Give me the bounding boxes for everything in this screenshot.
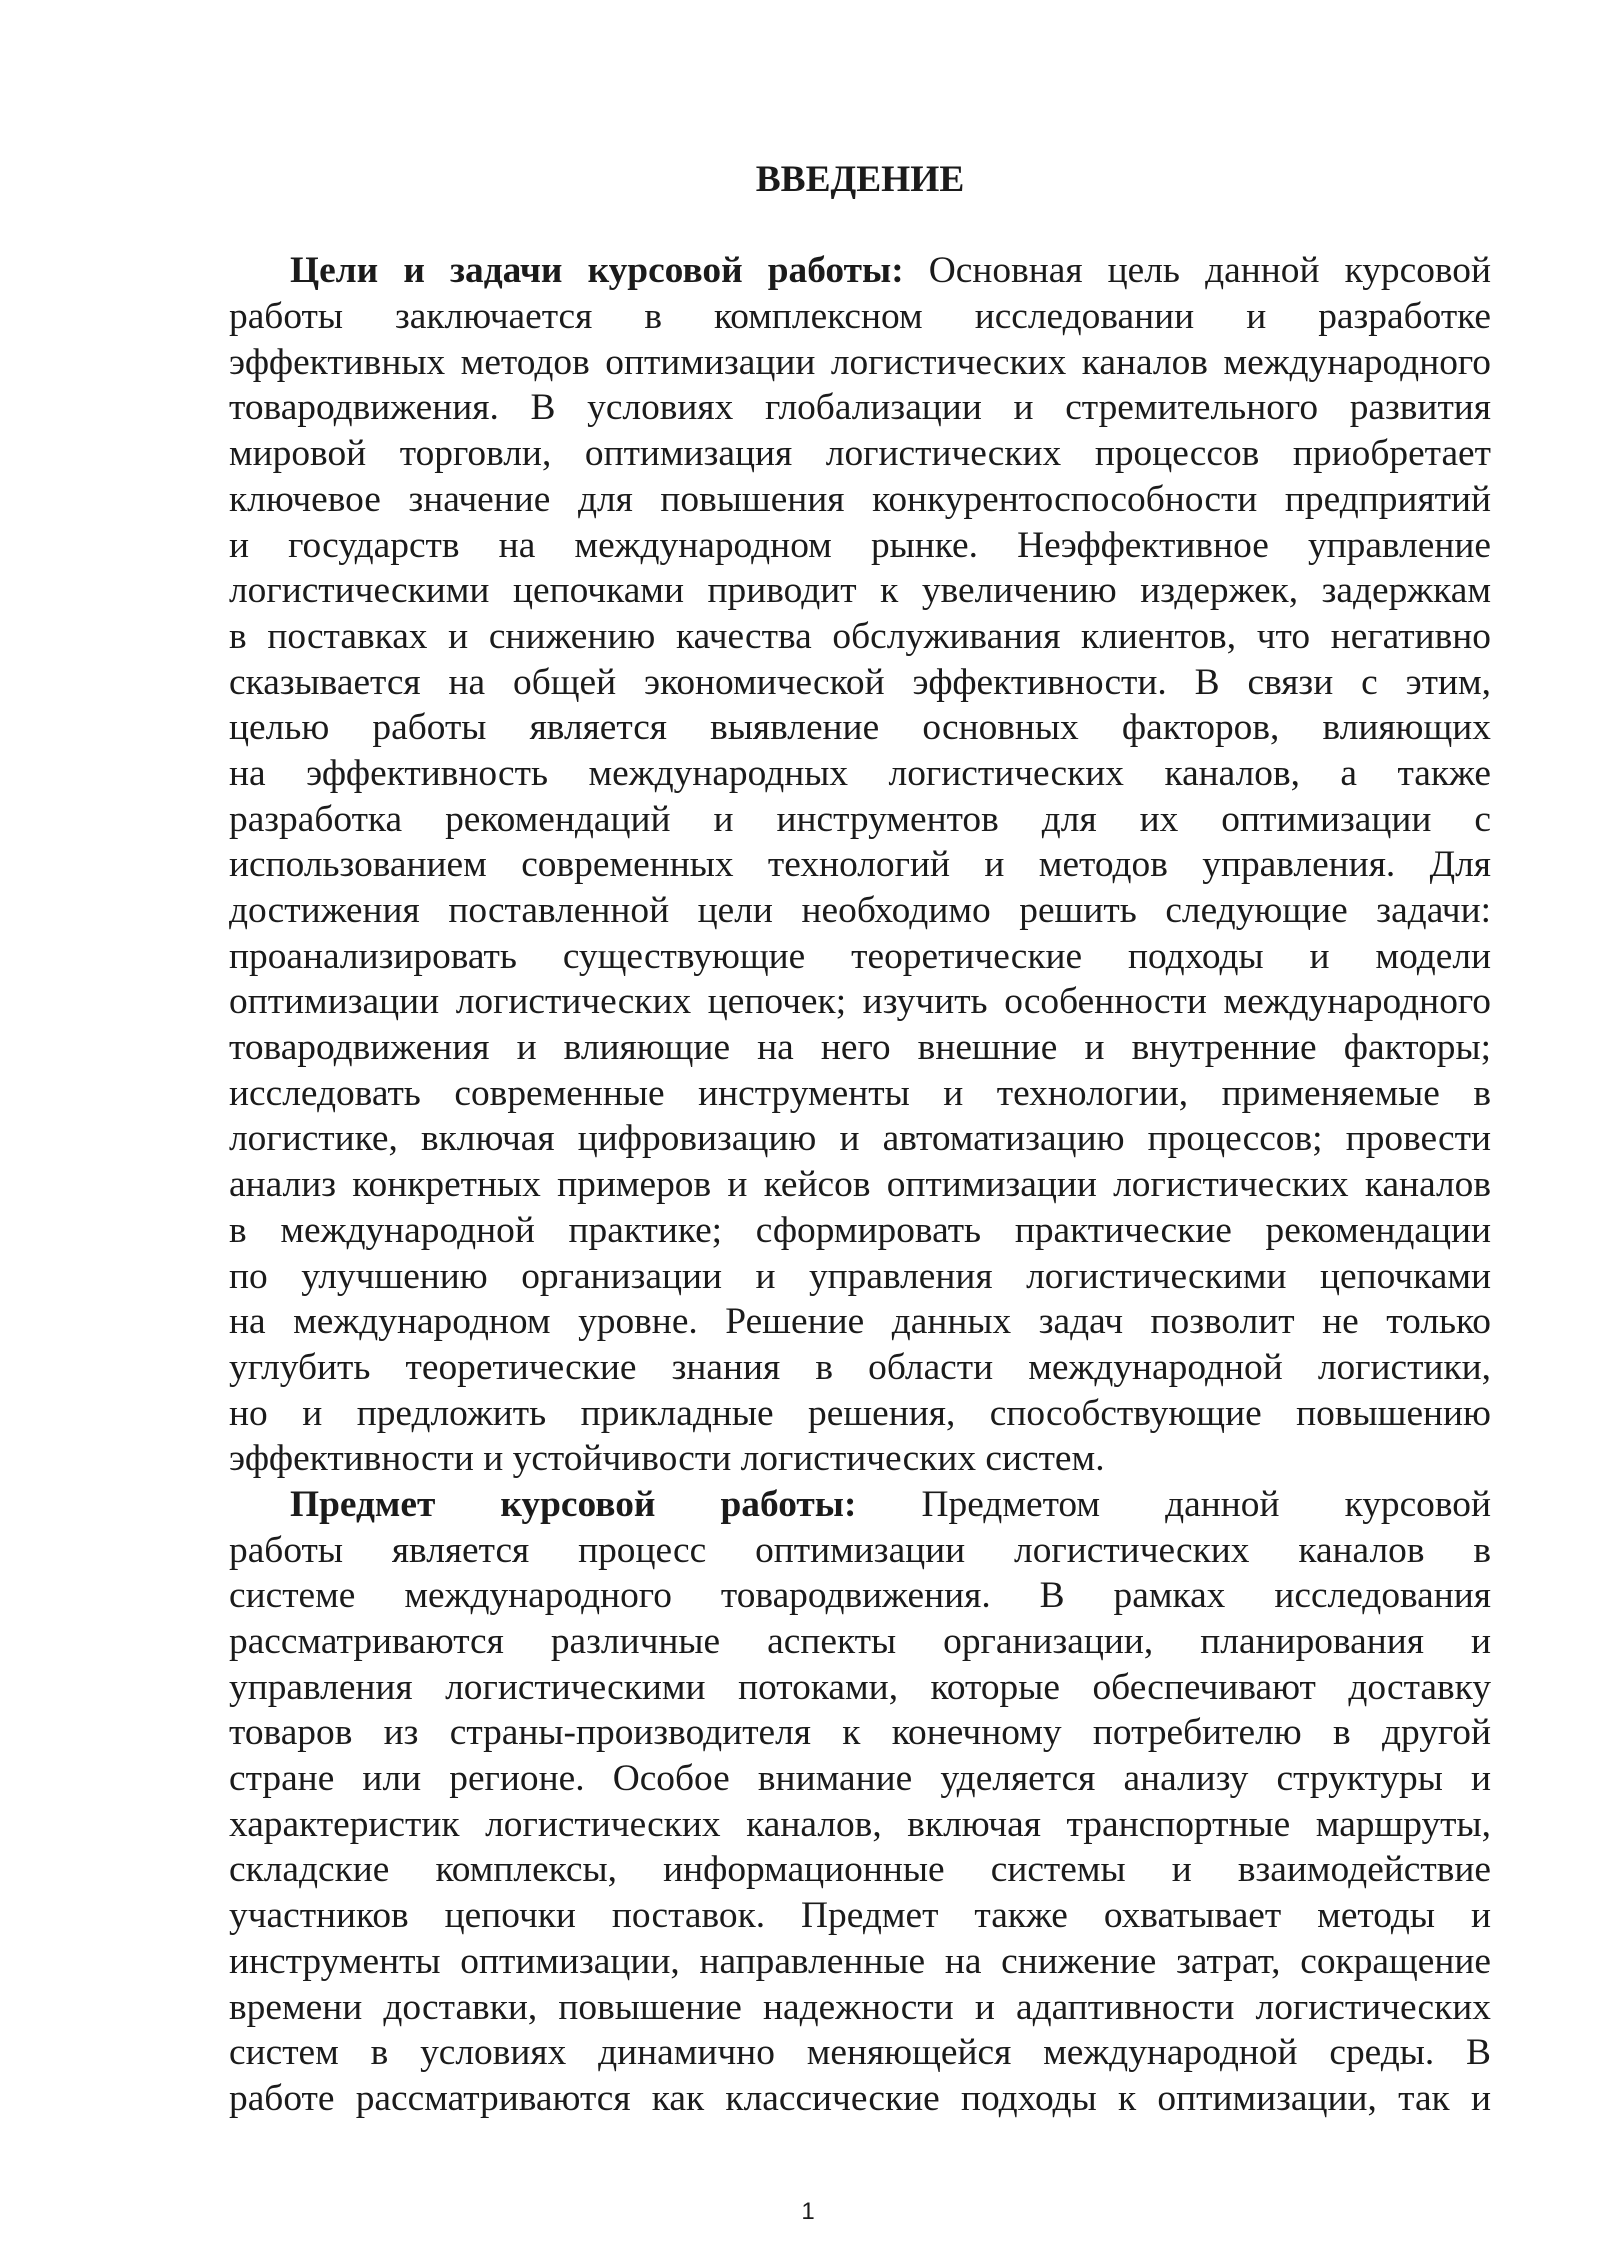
text-line: эффективности и устойчивости логистических систем.: [229, 1438, 1105, 1480]
paragraph-goals: [229, 248, 1491, 1482]
text-line: на международном уровне. Решение данных задач позволит не только: [229, 1301, 1491, 1343]
text-line: стране или регионе. Особое внимание уделяется анализу структуры и: [229, 1758, 1491, 1800]
page-number: 1: [801, 2198, 815, 2225]
text-line: характеристик логистических каналов, включая транспортные маршруты,: [229, 1803, 1491, 1845]
text-line: времени доставки, повышение надежности и адаптивности логистических: [229, 1986, 1491, 2028]
text-line: управления логистическими потоками, которые обеспечивают доставку: [229, 1666, 1491, 1708]
text-line: анализ конкретных примеров и кейсов оптимизации логистических каналов: [229, 1164, 1491, 1206]
text-line: участников цепочки поставок. Предмет также охватывает методы и: [229, 1895, 1491, 1937]
text-line: и государств на международном рынке. Неэффективное управление: [229, 524, 1491, 566]
text-line: оптимизации логистических цепочек; изучить особенности международного: [229, 981, 1491, 1023]
text-line: в международной практике; сформировать практические рекомендации: [229, 1209, 1491, 1251]
text-line: инструменты оптимизации, направленные на снижение затрат, сокращение: [229, 1940, 1491, 1982]
text-line: товародвижения и влияющие на него внешние и внутренние факторы;: [229, 1027, 1491, 1069]
text-line: углубить теоретические знания в области международной логистики,: [229, 1346, 1491, 1388]
text-line: системе международного товародвижения. В рамках исследования: [229, 1575, 1491, 1617]
text-line: [229, 248, 1491, 294]
text-line: целью работы является выявление основных факторов, влияющих: [229, 707, 1491, 749]
text-line: рассматриваются различные аспекты организации, планирования и: [229, 1621, 1491, 1662]
text-line: мировой торговли, оптимизация логистических процессов приобретает: [229, 433, 1491, 475]
text-line: исследовать современные инструменты и технологии, применяемые в: [229, 1072, 1491, 1114]
page-title: ВВЕДЕНИЕ: [755, 159, 965, 200]
text-line: работе рассматриваются как классические подходы к оптимизации, так и: [229, 2077, 1491, 2119]
text-line: работы заключается в комплексном исследовании и разработке: [229, 296, 1491, 338]
text-line: в поставках и снижению качества обслуживания клиентов, что негативно: [229, 615, 1491, 657]
text-line: логистическими цепочками приводит к увеличению издержек, задержкам: [229, 570, 1491, 612]
text-line: разработка рекомендаций и инструментов для их оптимизации с: [229, 798, 1491, 840]
text-line: ключевое значение для повышения конкурентоспособности предприятий: [229, 478, 1491, 520]
text-line: проанализировать существующие теоретические подходы и модели: [229, 935, 1491, 977]
text-line: систем в условиях динамично меняющейся международной среды. В: [229, 2032, 1491, 2074]
paragraph-lead: Цели и задачи курсовой работы:: [290, 250, 904, 292]
text-line: сказывается на общей экономической эффективности. В связи с этим,: [229, 661, 1491, 703]
text-line-rest: Предметом данной курсовой: [921, 1483, 1491, 1525]
paragraph-lead: Предмет курсовой работы:: [290, 1483, 857, 1525]
text-line: по улучшению организации и управления логистическими цепочками: [229, 1255, 1491, 1297]
text-line-rest: Основная цель данной курсовой: [928, 250, 1491, 292]
text-line: использованием современных технологий и методов управления. Для: [229, 844, 1491, 886]
page-content: [229, 157, 1491, 2122]
text-line: товародвижения. В условиях глобализации и стремительного развития: [229, 387, 1491, 429]
paragraph-subject: [229, 1482, 1491, 2122]
text-line: достижения поставленной цели необходимо решить следующие задачи:: [229, 890, 1491, 931]
text-line: эффективных методов оптимизации логистических каналов международного: [229, 341, 1491, 383]
text-line: работы является процесс оптимизации логистических каналов в: [229, 1529, 1491, 1571]
text-line: товаров из страны-производителя к конечному потребителю в другой: [229, 1712, 1491, 1754]
text-line: складские комплексы, информационные системы и взаимодействие: [229, 1849, 1491, 1891]
text-line: [229, 1482, 1491, 1528]
text-line: но и предложить прикладные решения, способствующие повышению: [229, 1392, 1491, 1434]
text-line: на эффективность международных логистических каналов, а также: [229, 752, 1491, 794]
text-line: логистике, включая цифровизацию и автоматизацию процессов; провести: [229, 1118, 1491, 1160]
